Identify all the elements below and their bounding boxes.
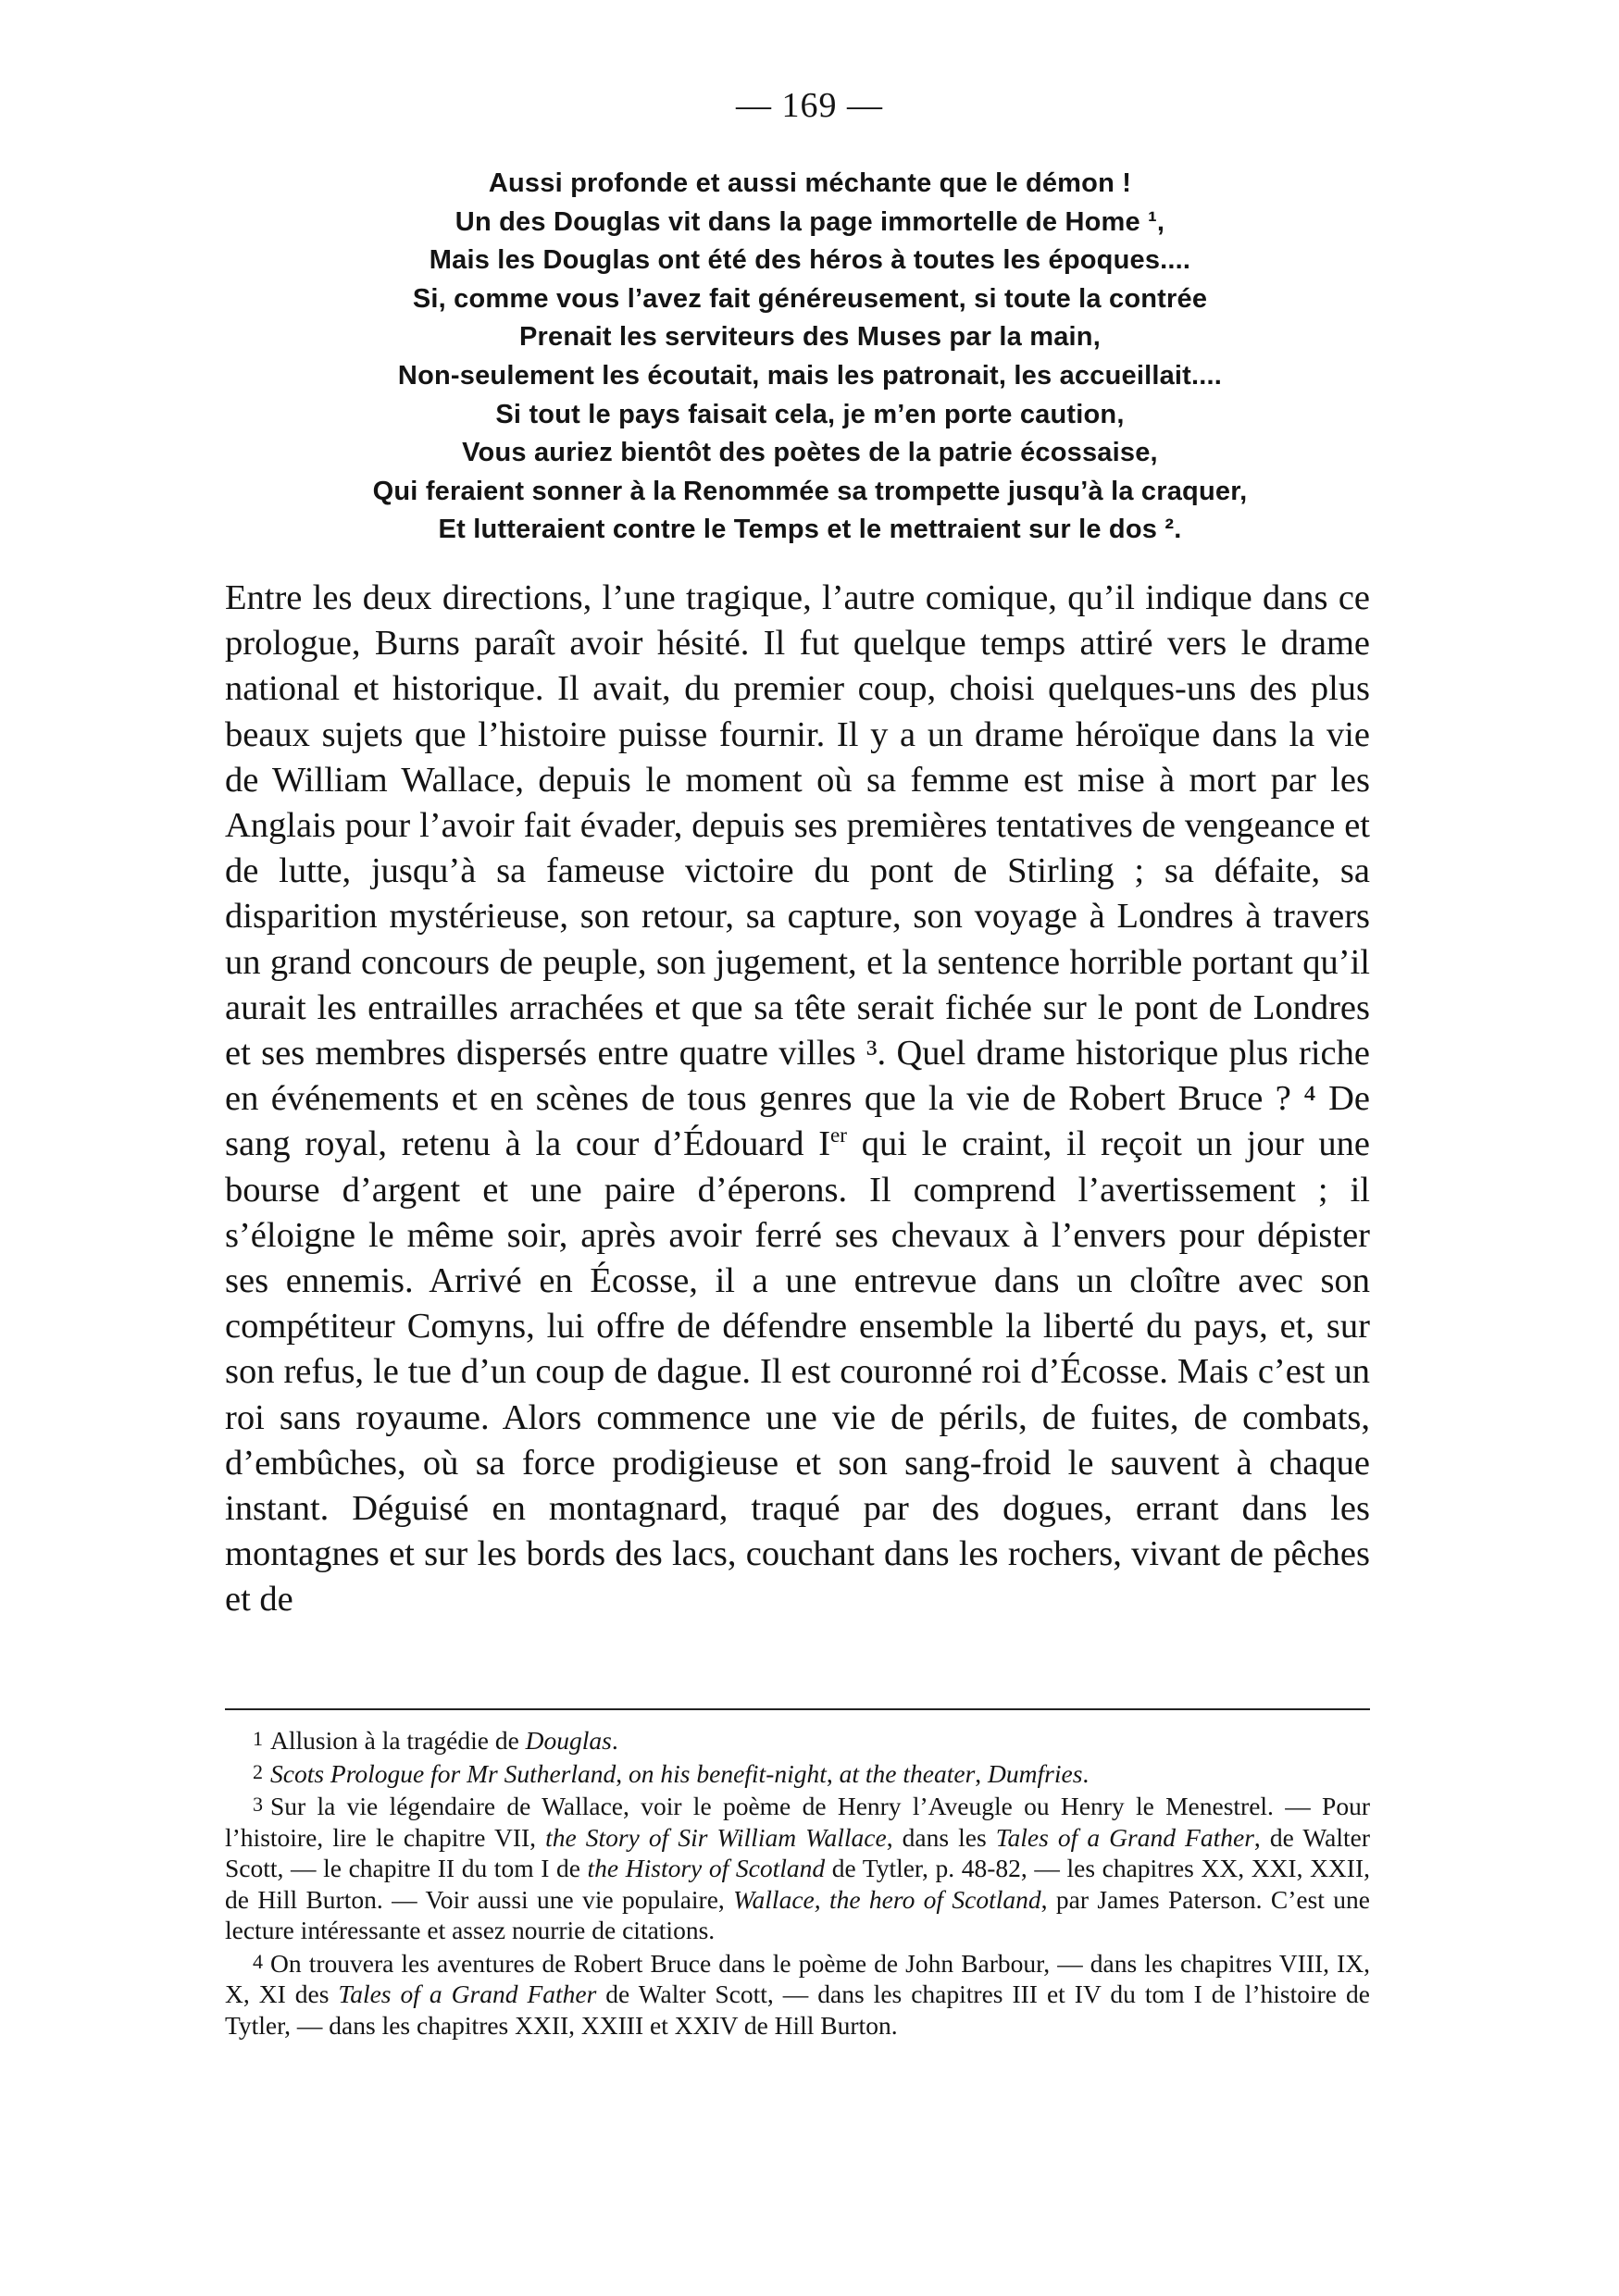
poem-line: Vous auriez bientôt des poètes de la patrie écossaise, bbox=[462, 438, 1158, 468]
footnote-title: Douglas bbox=[525, 1726, 612, 1755]
poem-line: Mais les Douglas ont été des héros à toutes les époques.... bbox=[429, 245, 1191, 276]
body-paragraph bbox=[225, 576, 1370, 1623]
footnote-3 bbox=[225, 1789, 1370, 1946]
footnote-text: , bbox=[826, 1758, 840, 1788]
footnote-text: . bbox=[1082, 1758, 1090, 1788]
footnote-text: . bbox=[611, 1726, 618, 1755]
footnote-text: , de Walter Scott, — le chapitre II du tom I de bbox=[225, 1822, 1370, 1882]
poem-line: Qui feraient sonner à la Renommée sa trompette jusqu’à la craquer, bbox=[372, 476, 1248, 506]
footnote-title: Scots Prologue for Mr Sutherland bbox=[270, 1758, 616, 1788]
footnote-text: de Walter Scott, — dans les chapitres III et IV du tom I de l’histoire de Tytler, — dans les chapitres XXII, XXIII et XXIV de Hill Burton. bbox=[225, 1980, 1370, 2040]
footnote-text: Allusion à la tragédie de bbox=[270, 1726, 526, 1755]
footnote-title: Dumfries bbox=[988, 1758, 1083, 1788]
poem-line: Un des Douglas vit dans la page immortelle de Home ¹, bbox=[455, 206, 1165, 237]
poem-line: Si tout le pays faisait cela, je m’en porte caution, bbox=[495, 399, 1125, 429]
poem-line: Prenait les serviteurs des Muses par la main, bbox=[519, 322, 1101, 353]
footnote-2 bbox=[225, 1756, 1370, 1790]
footnote-title: the Story of Sir William Wallace bbox=[545, 1822, 887, 1852]
poem-excerpt bbox=[231, 165, 1389, 550]
footnote-text: , bbox=[975, 1758, 989, 1788]
poem-line: Si, comme vous l’avez fait généreusement, si toute la contrée bbox=[412, 283, 1208, 314]
body-text-part-2: qui le craint, il reçoit un jour une bourse d’argent et une paire d’éperons. Il comprend l’avertissement ; il s’éloigne le même soir, après avoir ferré ses chevaux à l’envers pour dépister ses ennemis. Arrivé en Écosse, il a une entrevue dans un cloître avec son compétiteur Comyns, lui offre de défendre ensemble la liberté du pays, et, sur son refus, le tue d’un coup de dague. Il est couronné roi d’Écosse. Mais c’est un roi sans royaume. Alors commence une vie de périls, de fuites, de combats, d’embûches, où sa force prodigieuse et son sang-froid le sauvent à chaque instant. Déguisé en montagnard, traqué par des dogues, errant dans les montagnes et sur les bords des lacs, couchant dans les rochers, vivant de pêches et de bbox=[225, 1124, 1370, 1620]
footnote-text: de Tytler, p. 48-82, — les chapitres XX, XXI, XXII, de Hill Burton. — Voir aussi une vie populaire, bbox=[225, 1854, 1370, 1914]
footnote-divider bbox=[225, 1708, 1370, 1710]
footnote-number: 1 bbox=[253, 1727, 263, 1750]
footnote-text: Sur la vie légendaire de Wallace, voir le poème de Henry l’Aveugle ou Henry le Menestrel. — Pour l’histoire, lire le chapitre VII, bbox=[225, 1792, 1370, 1852]
footnote-4 bbox=[225, 1946, 1370, 2042]
footnote-title: at the theater bbox=[839, 1758, 976, 1788]
footnote-text: , bbox=[616, 1758, 629, 1788]
footnote-title: Tales of a Grand Father bbox=[995, 1822, 1254, 1852]
poem-line: Et lutteraient contre le Temps et le mettraient sur le dos ². bbox=[438, 515, 1182, 545]
footnotes bbox=[225, 1723, 1370, 2041]
footnote-text: , par James Paterson. C’est une lecture intéressante et assez nourrie de citations. bbox=[225, 1884, 1371, 1944]
footnote-text: , dans les bbox=[886, 1822, 996, 1852]
body-text-part-1: Entre les deux directions, l’une tragique, l’autre comique, qu’il indique dans ce prologue, Burns paraît avoir hésité. Il fut quelque temps attiré vers le drame national et historique. Il avait, du premier coup, choisi quelques-uns des plus beaux sujets que l’histoire puisse fournir. Il y a un drame héroïque dans la vie de William Wallace, depuis le moment où sa femme est mise à mort par les Anglais pour l’avoir fait évader, depuis ses premières tentatives de vengeance et de lutte, jusqu’à sa fameuse victoire du pont de Stirling ; sa défaite, sa disparition mystérieuse, son retour, sa capture, son voyage à Londres à travers un grand concours de peuple, son jugement, et la sentence horrible portant qu’il aurait les entrailles arrachées et que sa tête serait fichée sur le pont de Londres et ses membres dispersés entre quatre villes ³. Quel drame historique plus riche en événements et en scènes de tous genres que la vie de Robert Bruce ? ⁴ De sang royal, retenu à la cour d’Édouard I bbox=[225, 578, 1370, 1164]
footnote-text: On trouvera les aventures de Robert Bruce dans le poème de John Barbour, — dans les chapitres VIII, IX, X, XI des bbox=[225, 1948, 1370, 2008]
footnote-title: Wallace, the hero of Scotland bbox=[733, 1884, 1041, 1914]
footnote-1 bbox=[225, 1723, 1370, 1756]
footnote-number: 3 bbox=[253, 1793, 263, 1816]
footnote-title: the History of Scotland bbox=[587, 1854, 826, 1882]
page-number: — 169 — bbox=[736, 86, 883, 125]
poem-line: Aussi profonde et aussi méchante que le démon ! bbox=[488, 168, 1132, 198]
poem-line: Non-seulement les écoutait, mais les patronait, les accueillait.... bbox=[397, 360, 1223, 391]
footnote-number: 2 bbox=[253, 1759, 263, 1783]
footnote-number: 4 bbox=[253, 1949, 263, 1973]
footnote-title: on his benefit-night bbox=[629, 1758, 827, 1788]
superscript-er: er bbox=[830, 1123, 847, 1148]
footnote-title: Tales of a Grand Father bbox=[338, 1980, 597, 2008]
